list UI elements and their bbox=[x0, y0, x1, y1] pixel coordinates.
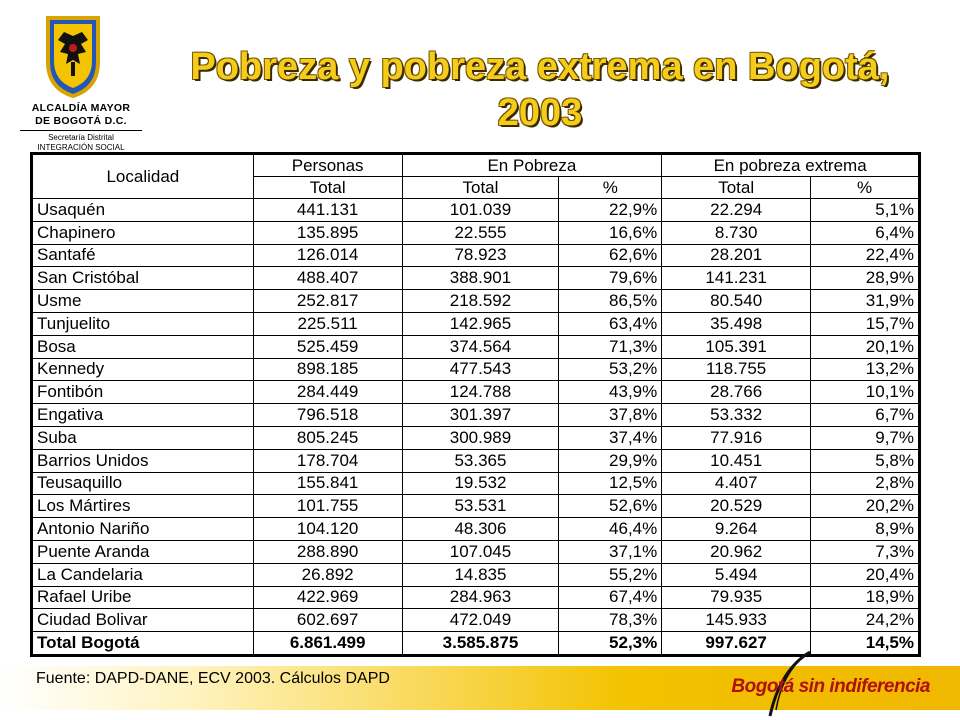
cell-personas-total: 422.969 bbox=[253, 586, 402, 609]
cell-pobreza-total: 472.049 bbox=[402, 609, 559, 632]
table-row bbox=[33, 472, 919, 495]
cell-pobreza-pct: 37,1% bbox=[559, 540, 662, 563]
table-row bbox=[33, 404, 919, 427]
cell-extrema-total: 77.916 bbox=[662, 426, 811, 449]
cell-extrema-pct: 18,9% bbox=[811, 586, 919, 609]
cell-extrema-pct: 20,1% bbox=[811, 335, 919, 358]
cell-pobreza-total: 301.397 bbox=[402, 404, 559, 427]
cell-extrema-pct: 6,7% bbox=[811, 404, 919, 427]
cell-pobreza-total: 53.531 bbox=[402, 495, 559, 518]
cell-extrema-pct: 5,8% bbox=[811, 449, 919, 472]
table-row bbox=[33, 358, 919, 381]
table-row bbox=[33, 267, 919, 290]
logo-text-secretaria: Secretaría Distrital bbox=[48, 133, 114, 142]
cell-extrema-total: 22.294 bbox=[662, 199, 811, 222]
cell-extrema-total: 35.498 bbox=[662, 312, 811, 335]
cell-extrema-pct: 24,2% bbox=[811, 609, 919, 632]
cell-extrema-pct: 20,2% bbox=[811, 495, 919, 518]
table-row bbox=[33, 290, 919, 313]
cell-extrema-total: 28.766 bbox=[662, 381, 811, 404]
header-en-pobreza: En Pobreza bbox=[402, 155, 662, 177]
table-row bbox=[33, 449, 919, 472]
cell-personas-total: 288.890 bbox=[253, 540, 402, 563]
cell-localidad: Tunjuelito bbox=[33, 312, 254, 335]
cell-extrema-pct: 13,2% bbox=[811, 358, 919, 381]
cell-personas-total: 796.518 bbox=[253, 404, 402, 427]
cell-pobreza-total: 284.963 bbox=[402, 586, 559, 609]
cell-pobreza-total: 22.555 bbox=[402, 221, 559, 244]
cell-pobreza-pct: 22,9% bbox=[559, 199, 662, 222]
header-personas-total: Total bbox=[253, 177, 402, 199]
cell-extrema-total: 141.231 bbox=[662, 267, 811, 290]
cell-extrema-total: 28.201 bbox=[662, 244, 811, 267]
cell-localidad: Teusaquillo bbox=[33, 472, 254, 495]
cell-localidad: Rafael Uribe bbox=[33, 586, 254, 609]
cell-localidad: Fontibón bbox=[33, 381, 254, 404]
cell-pobreza-pct: 52,6% bbox=[559, 495, 662, 518]
cell-pobreza-pct: 16,6% bbox=[559, 221, 662, 244]
cell-extrema-total: 118.755 bbox=[662, 358, 811, 381]
cell-localidad: Engativa bbox=[33, 404, 254, 427]
cell-personas-total: 126.014 bbox=[253, 244, 402, 267]
cell-pobreza-pct: 52,3% bbox=[559, 632, 662, 655]
cell-pobreza-pct: 79,6% bbox=[559, 267, 662, 290]
cell-extrema-pct: 28,9% bbox=[811, 267, 919, 290]
cell-extrema-pct: 14,5% bbox=[811, 632, 919, 655]
table-row bbox=[33, 244, 919, 267]
cell-extrema-pct: 9,7% bbox=[811, 426, 919, 449]
cell-extrema-total: 20.962 bbox=[662, 540, 811, 563]
cell-pobreza-total: 19.532 bbox=[402, 472, 559, 495]
table-row bbox=[33, 199, 919, 222]
cell-personas-total: 101.755 bbox=[253, 495, 402, 518]
table-row bbox=[33, 609, 919, 632]
cell-pobreza-pct: 86,5% bbox=[559, 290, 662, 313]
table-row bbox=[33, 518, 919, 541]
table-row bbox=[33, 312, 919, 335]
cell-localidad: Bosa bbox=[33, 335, 254, 358]
cell-pobreza-pct: 78,3% bbox=[559, 609, 662, 632]
logo-divider bbox=[20, 130, 142, 131]
brand-slogan: Bogotá sin indiferencia bbox=[731, 676, 930, 697]
cell-localidad: San Cristóbal bbox=[33, 267, 254, 290]
cell-extrema-pct: 10,1% bbox=[811, 381, 919, 404]
cell-pobreza-total: 14.835 bbox=[402, 563, 559, 586]
header-personas: Personas bbox=[253, 155, 402, 177]
cell-localidad: Puente Aranda bbox=[33, 540, 254, 563]
poverty-table bbox=[32, 154, 919, 655]
cell-extrema-pct: 20,4% bbox=[811, 563, 919, 586]
cell-pobreza-total: 124.788 bbox=[402, 381, 559, 404]
header-localidad: Localidad bbox=[33, 155, 254, 199]
cell-extrema-pct: 15,7% bbox=[811, 312, 919, 335]
cell-localidad: Antonio Nariño bbox=[33, 518, 254, 541]
cell-personas-total: 178.704 bbox=[253, 449, 402, 472]
cell-extrema-pct: 31,9% bbox=[811, 290, 919, 313]
cell-personas-total: 805.245 bbox=[253, 426, 402, 449]
table-row bbox=[33, 221, 919, 244]
cell-extrema-total: 997.627 bbox=[662, 632, 811, 655]
cell-extrema-total: 53.332 bbox=[662, 404, 811, 427]
source-note: Fuente: DAPD-DANE, ECV 2003. Cálculos DAPD bbox=[36, 670, 390, 687]
cell-personas-total: 6.861.499 bbox=[253, 632, 402, 655]
cell-pobreza-total: 53.365 bbox=[402, 449, 559, 472]
table-row bbox=[33, 586, 919, 609]
cell-pobreza-pct: 37,8% bbox=[559, 404, 662, 427]
cell-pobreza-total: 218.592 bbox=[402, 290, 559, 313]
page-title bbox=[150, 44, 930, 136]
cell-pobreza-total: 388.901 bbox=[402, 267, 559, 290]
cell-extrema-total: 4.407 bbox=[662, 472, 811, 495]
cell-localidad: Los Mártires bbox=[33, 495, 254, 518]
cell-pobreza-total: 300.989 bbox=[402, 426, 559, 449]
cell-localidad: Santafé bbox=[33, 244, 254, 267]
cell-pobreza-total: 477.543 bbox=[402, 358, 559, 381]
cell-extrema-pct: 5,1% bbox=[811, 199, 919, 222]
table-row bbox=[33, 540, 919, 563]
bogota-logo bbox=[18, 8, 146, 153]
cell-extrema-pct: 2,8% bbox=[811, 472, 919, 495]
cell-localidad: La Candelaria bbox=[33, 563, 254, 586]
coat-of-arms-icon bbox=[44, 14, 102, 98]
cell-personas-total: 441.131 bbox=[253, 199, 402, 222]
cell-pobreza-total: 374.564 bbox=[402, 335, 559, 358]
cell-localidad: Total Bogotá bbox=[33, 632, 254, 655]
cell-extrema-total: 145.933 bbox=[662, 609, 811, 632]
header-row-1 bbox=[33, 155, 919, 177]
header-en-pobreza-extrema: En pobreza extrema bbox=[662, 155, 919, 177]
cell-pobreza-pct: 63,4% bbox=[559, 312, 662, 335]
cell-pobreza-total: 48.306 bbox=[402, 518, 559, 541]
cell-personas-total: 488.407 bbox=[253, 267, 402, 290]
table-row bbox=[33, 495, 919, 518]
cell-pobreza-pct: 62,6% bbox=[559, 244, 662, 267]
cell-extrema-pct: 7,3% bbox=[811, 540, 919, 563]
cell-extrema-total: 10.451 bbox=[662, 449, 811, 472]
cell-extrema-pct: 22,4% bbox=[811, 244, 919, 267]
cell-pobreza-pct: 29,9% bbox=[559, 449, 662, 472]
table-row bbox=[33, 381, 919, 404]
cell-pobreza-pct: 67,4% bbox=[559, 586, 662, 609]
cell-extrema-total: 9.264 bbox=[662, 518, 811, 541]
cell-pobreza-pct: 53,2% bbox=[559, 358, 662, 381]
cell-localidad: Suba bbox=[33, 426, 254, 449]
cell-extrema-total: 80.540 bbox=[662, 290, 811, 313]
cell-extrema-total: 105.391 bbox=[662, 335, 811, 358]
cell-localidad: Chapinero bbox=[33, 221, 254, 244]
cell-localidad: Usaquén bbox=[33, 199, 254, 222]
cell-localidad: Barrios Unidos bbox=[33, 449, 254, 472]
cell-extrema-total: 20.529 bbox=[662, 495, 811, 518]
cell-personas-total: 155.841 bbox=[253, 472, 402, 495]
cell-pobreza-total: 142.965 bbox=[402, 312, 559, 335]
header-extrema-pct: % bbox=[811, 177, 919, 199]
cell-personas-total: 602.697 bbox=[253, 609, 402, 632]
table-row bbox=[33, 426, 919, 449]
cell-personas-total: 225.511 bbox=[253, 312, 402, 335]
cell-extrema-total: 8.730 bbox=[662, 221, 811, 244]
table-row bbox=[33, 563, 919, 586]
cell-extrema-total: 79.935 bbox=[662, 586, 811, 609]
cell-personas-total: 525.459 bbox=[253, 335, 402, 358]
cell-localidad: Ciudad Bolivar bbox=[33, 609, 254, 632]
cell-localidad: Usme bbox=[33, 290, 254, 313]
cell-pobreza-total: 3.585.875 bbox=[402, 632, 559, 655]
cell-pobreza-pct: 12,5% bbox=[559, 472, 662, 495]
table-body bbox=[33, 155, 919, 655]
header-pobreza-total: Total bbox=[402, 177, 559, 199]
logo-text-alcaldia: ALCALDÍA MAYOR bbox=[31, 102, 131, 114]
cell-pobreza-pct: 71,3% bbox=[559, 335, 662, 358]
cell-personas-total: 26.892 bbox=[253, 563, 402, 586]
cell-extrema-pct: 8,9% bbox=[811, 518, 919, 541]
cell-pobreza-total: 107.045 bbox=[402, 540, 559, 563]
title-line-1: Pobreza y pobreza extrema en Bogotá, bbox=[190, 46, 890, 88]
cell-personas-total: 284.449 bbox=[253, 381, 402, 404]
logo-text-bogota: DE BOGOTÁ D.C. bbox=[35, 115, 127, 127]
cell-personas-total: 104.120 bbox=[253, 518, 402, 541]
cell-extrema-pct: 6,4% bbox=[811, 221, 919, 244]
header-pobreza-pct: % bbox=[559, 177, 662, 199]
cell-pobreza-total: 101.039 bbox=[402, 199, 559, 222]
table-row bbox=[33, 335, 919, 358]
cell-pobreza-pct: 46,4% bbox=[559, 518, 662, 541]
cell-localidad: Kennedy bbox=[33, 358, 254, 381]
cell-pobreza-pct: 43,9% bbox=[559, 381, 662, 404]
cell-personas-total: 898.185 bbox=[253, 358, 402, 381]
title-line-2: 2003 bbox=[497, 92, 583, 134]
header-extrema-total: Total bbox=[662, 177, 811, 199]
cell-personas-total: 135.895 bbox=[253, 221, 402, 244]
logo-text-integracion: INTEGRACIÓN SOCIAL bbox=[37, 143, 125, 152]
cell-pobreza-total: 78.923 bbox=[402, 244, 559, 267]
cell-personas-total: 252.817 bbox=[253, 290, 402, 313]
cell-pobreza-pct: 55,2% bbox=[559, 563, 662, 586]
cell-extrema-total: 5.494 bbox=[662, 563, 811, 586]
cell-pobreza-pct: 37,4% bbox=[559, 426, 662, 449]
